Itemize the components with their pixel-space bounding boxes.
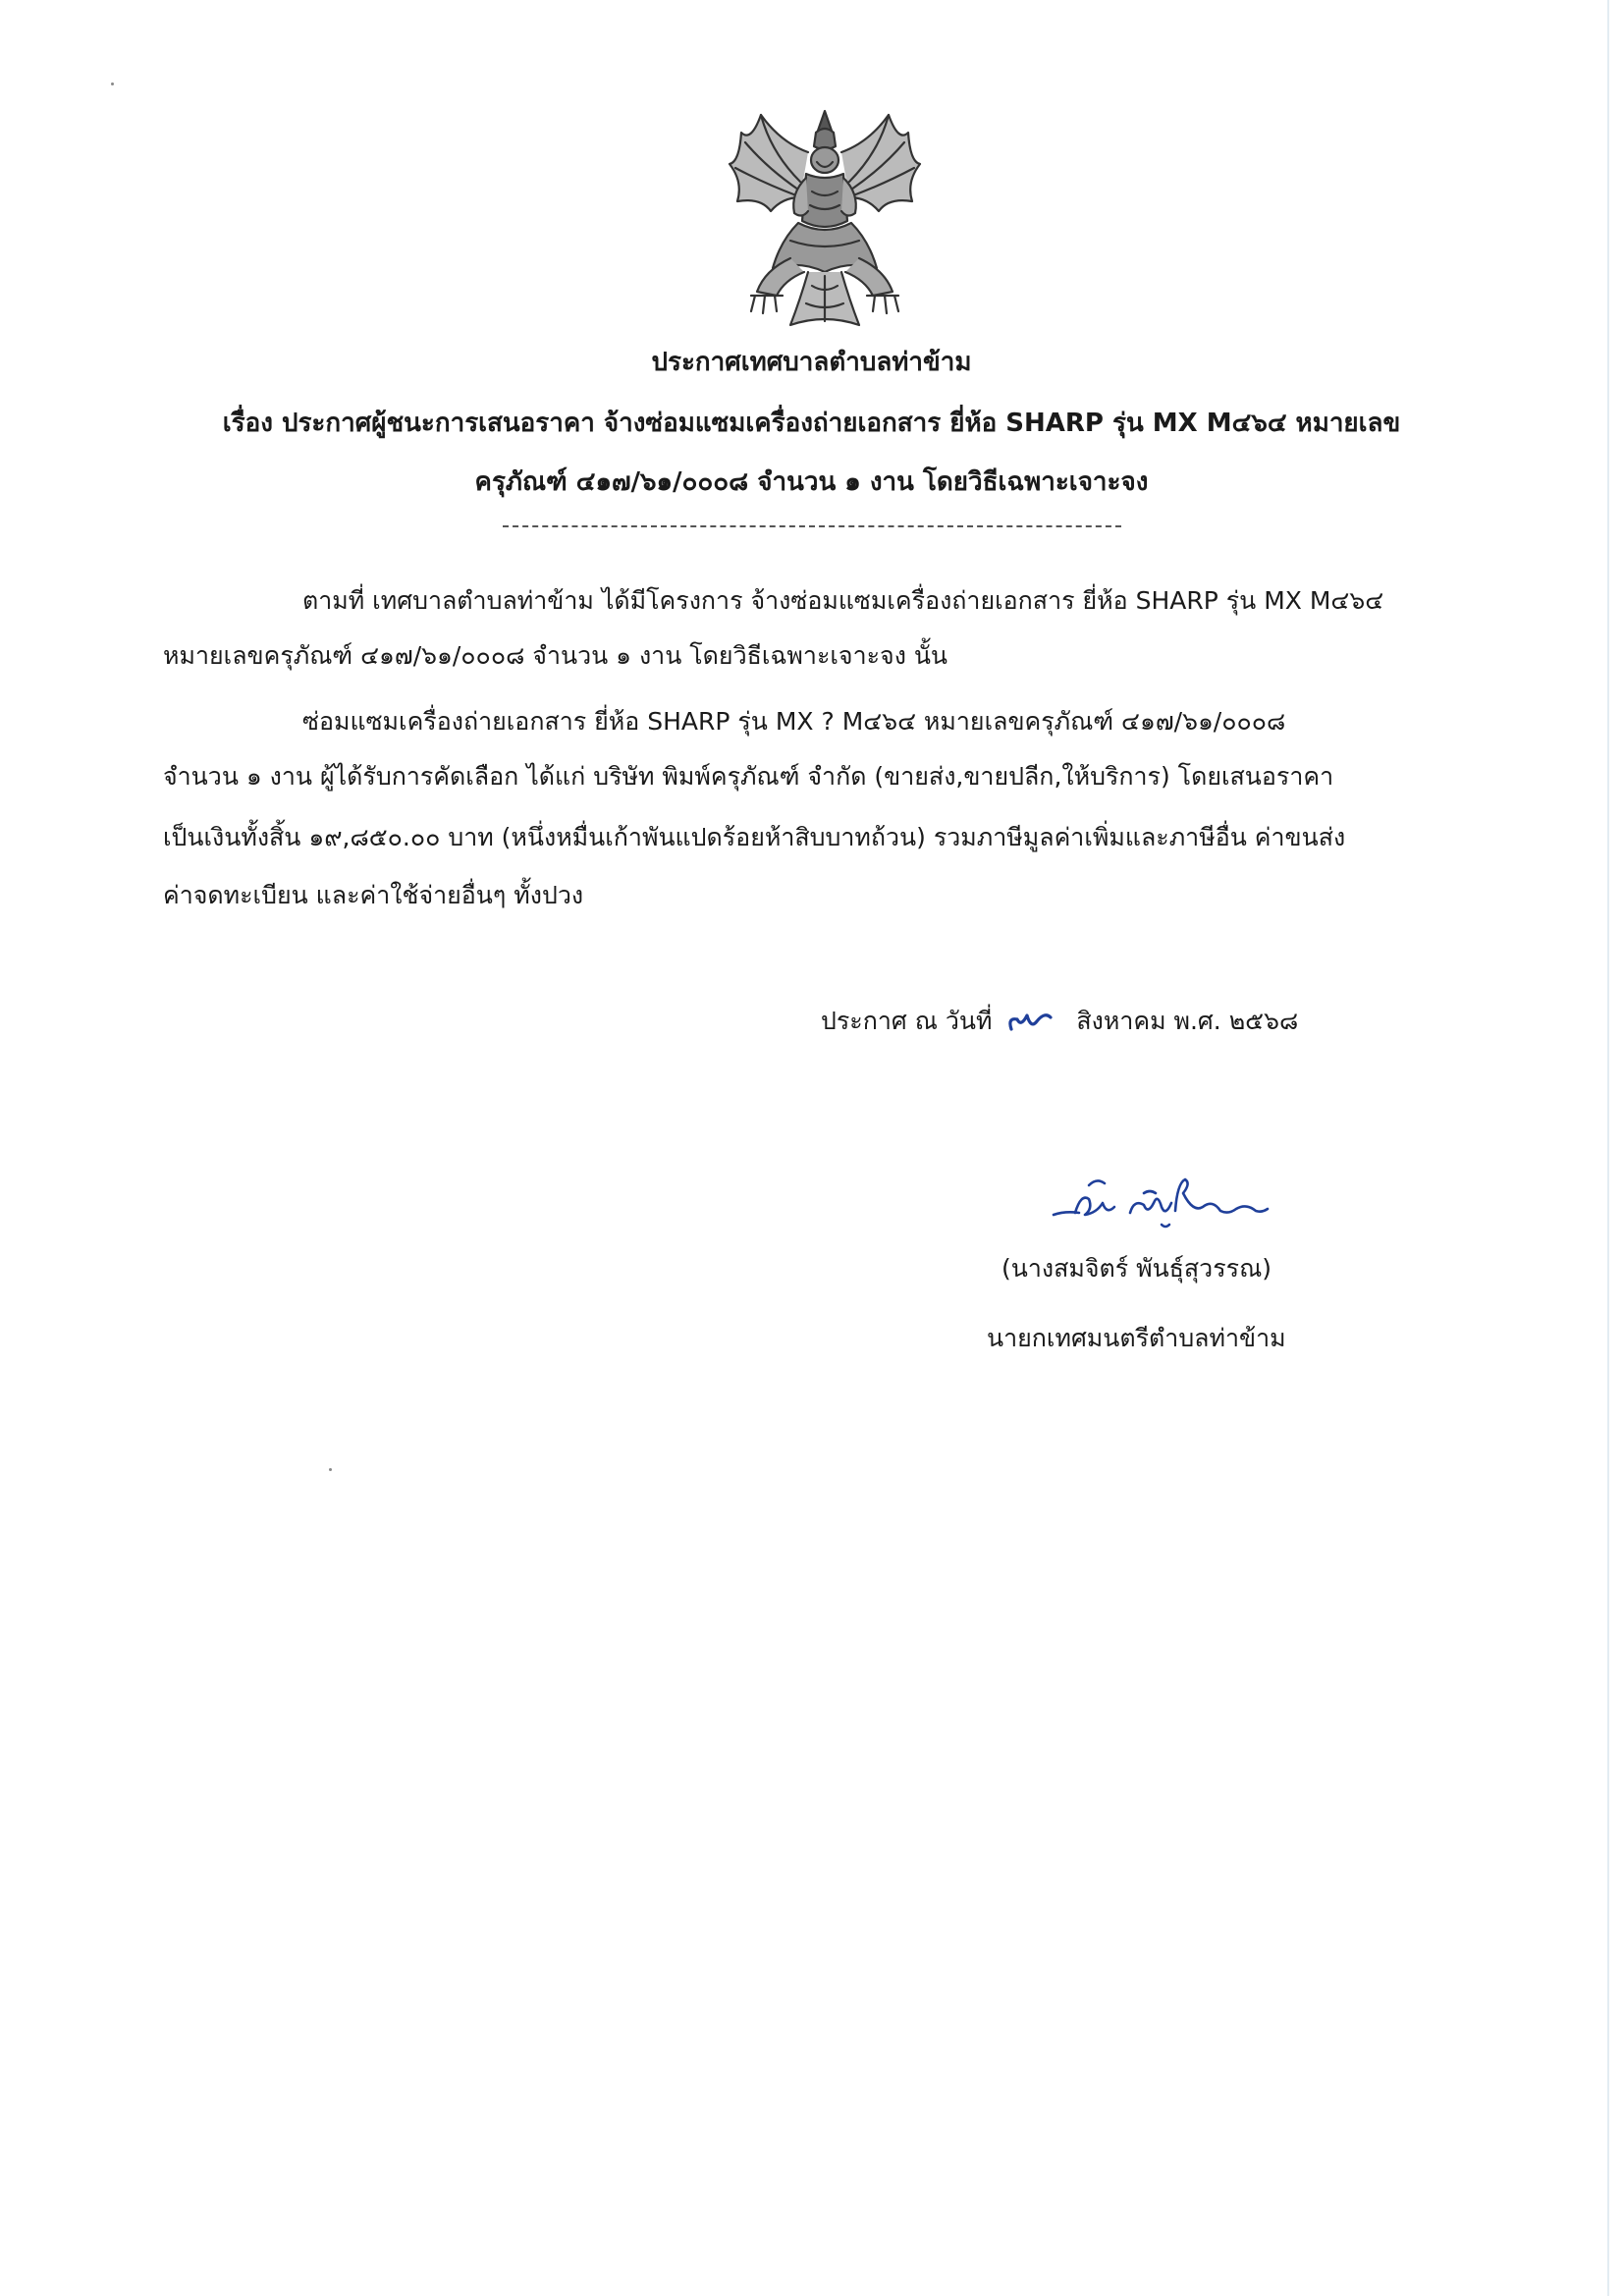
date-prefix: ประกาศ ณ วันที่ bbox=[821, 1007, 993, 1035]
subject-line-2: ครุภัณฑ์ ๔๑๗/๖๑/๐๐๐๘ จำนวน ๑ งาน โดยวิธีเฉพาะเจาะจง bbox=[474, 467, 1149, 497]
scan-speck bbox=[329, 1468, 332, 1471]
paragraph-1-line-2: หมายเลขครุภัณฑ์ ๔๑๗/๖๑/๐๐๐๘ จำนวน ๑ งาน โดยวิธีเฉพาะเจาะจง นั้น bbox=[163, 641, 948, 670]
announcement-date bbox=[821, 1002, 1298, 1041]
paragraph-1-line-1: ตามที่ เทศบาลตำบลท่าข้าม ได้มีโครงการ จ้างซ่อมแซมเครื่องถ่ายเอกสาร ยี่ห้อ SHARP รุ่น MX M๔๖๔ bbox=[302, 586, 1384, 615]
office-heading: ประกาศเทศบาลตำบลท่าข้าม bbox=[651, 348, 972, 377]
paragraph-2-line-2: จำนวน ๑ งาน ผู้ได้รับการคัดเลือก ได้แก่ บริษัท พิมพ์ครุภัณฑ์ จำกัด (ขายส่ง,ขายปลีก,ให้บริการ) โดยเสนอราคา bbox=[163, 762, 1334, 791]
signer-title: นายกเทศมนตรีตำบลท่าข้าม bbox=[987, 1324, 1286, 1352]
handwritten-day bbox=[1000, 1008, 1068, 1037]
signer-name: (นางสมจิตร์ พันธุ์สุวรรณ) bbox=[1001, 1254, 1272, 1283]
heading-separator bbox=[503, 525, 1121, 527]
paragraph-2-line-3: เป็นเงินทั้งสิ้น ๑๙,๘๕๐.๐๐ บาท (หนึ่งหมื่นเก้าพันแปดร้อยห้าสิบบาทถ้วน) รวมภาษีมูลค่าเพิ่มและภาษีอื่น ค่าขนส่ง bbox=[163, 823, 1346, 851]
paragraph-2-line-1: ซ่อมแซมเครื่องถ่ายเอกสาร ยี่ห้อ SHARP รุ่น MX ? M๔๖๔ หมายเลขครุภัณฑ์ ๔๑๗/๖๑/๐๐๐๘ bbox=[302, 707, 1286, 736]
paragraph-2-line-4: ค่าจดทะเบียน และค่าใช้จ่ายอื่นๆ ทั้งปวง bbox=[163, 881, 584, 909]
scan-edge-line bbox=[1607, 0, 1609, 2296]
garuda-emblem-icon bbox=[722, 103, 928, 334]
handwritten-signature-icon bbox=[1046, 1164, 1271, 1242]
scan-speck bbox=[111, 82, 114, 85]
subject-line-1: เรื่อง ประกาศผู้ชนะการเสนอราคา จ้างซ่อมแซมเครื่องถ่ายเอกสาร ยี่ห้อ SHARP รุ่น MX M๔๖๔ หมายเลข bbox=[222, 409, 1401, 438]
date-suffix: สิงหาคม พ.ศ. ๒๕๖๘ bbox=[1076, 1007, 1299, 1035]
